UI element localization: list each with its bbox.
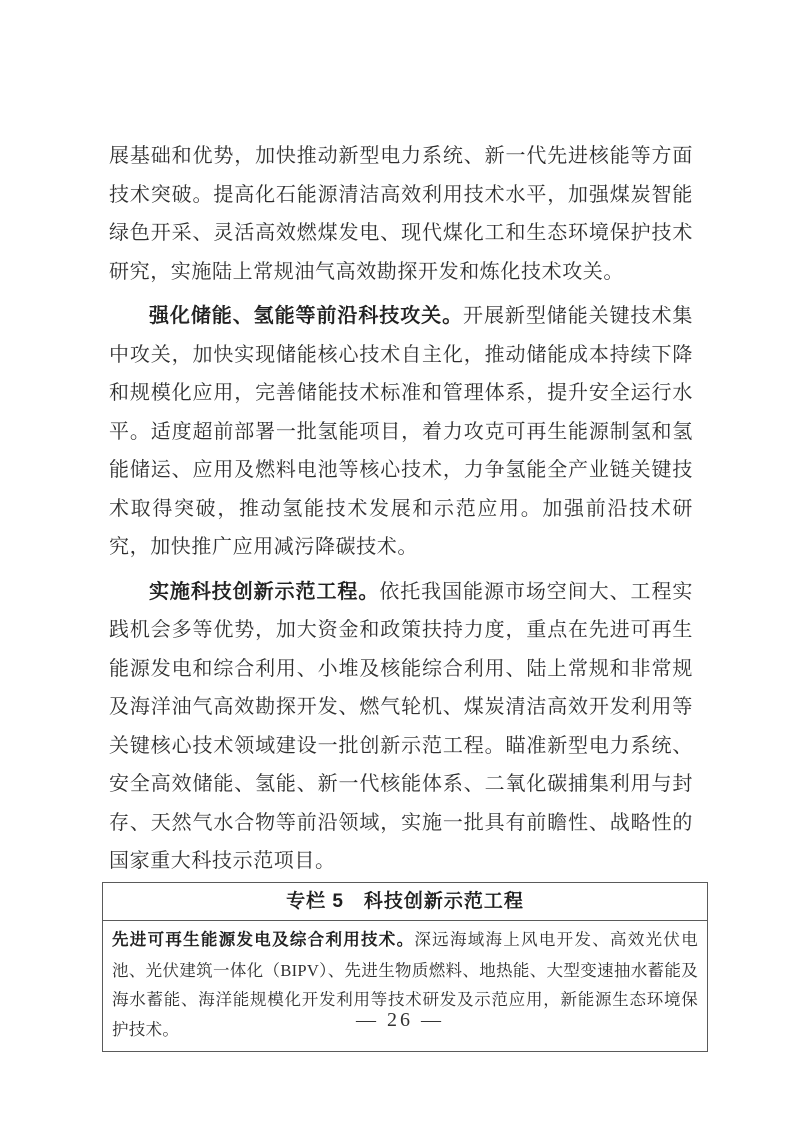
paragraph-continuation-text: 展基础和优势，加快推动新型电力系统、新一代先进核能等方面技术突破。提高化石能源清洁高效利用技术水平，加强煤炭智能绿色开采、灵活高效燃煤发电、现代煤化工和生态环境保护技术研究，实施陆上常规油气高效勘探开发和炼化技术攻关。 (109, 145, 693, 283)
paragraph-demo-projects-lead: 实施科技创新示范工程。 (149, 580, 380, 603)
paragraph-storage-hydrogen (109, 297, 693, 567)
body-text-block (109, 137, 693, 881)
paragraph-storage-hydrogen-text: 开展新型储能关键技术集中攻关，加快实现储能核心技术自主化，推动储能成本持续下降和规模化应用，完善储能技术标准和管理体系，提升安全运行水平。适度超前部署一批氢能项目，着力攻克可再生能源制氢和氢能储运、应用及燃料电池等核心技术，力争氢能全产业链关键技术取得突破，推动氢能技术发展和示范应用。加强前沿技术研究，加快推广应用减污降碳技术。 (109, 305, 694, 558)
paragraph-continuation (109, 137, 693, 291)
column-5-box-title: 专栏 5 科技创新示范工程 (103, 883, 707, 921)
paragraph-demo-projects (109, 573, 693, 881)
paragraph-demo-projects-text: 依托我国能源市场空间大、工程实践机会多等优势，加大资金和政策扶持力度，重点在先进可再生能源发电和综合利用、小堆及核能综合利用、陆上常规和非常规及海洋油气高效勘探开发、燃气轮机、煤炭清洁高效开发利用等关键核心技术领域建设一批创新示范工程。瞄准新型电力系统、安全高效储能、氢能、新一代核能体系、二氧化碳捕集利用与封存、天然气水合物等前沿领域，实施一批具有前瞻性、战略性的国家重大科技示范项目。 (109, 580, 693, 872)
paragraph-storage-hydrogen-lead: 强化储能、氢能等前沿科技攻关。 (149, 305, 464, 327)
column-5-box-body-lead: 先进可再生能源发电及综合利用技术。 (112, 931, 415, 949)
column-5-box-body-text: 深远海域海上风电开发、高效光伏电池、光伏建筑一体化（BIPV）、先进生物质燃料、地热能、大型变速抽水蓄能及海水蓄能、海洋能规模化开发利用等技术研发及示范应用，新能源生态环境保护技术。 (112, 930, 698, 1039)
page-number: — 26 — (356, 1009, 444, 1031)
